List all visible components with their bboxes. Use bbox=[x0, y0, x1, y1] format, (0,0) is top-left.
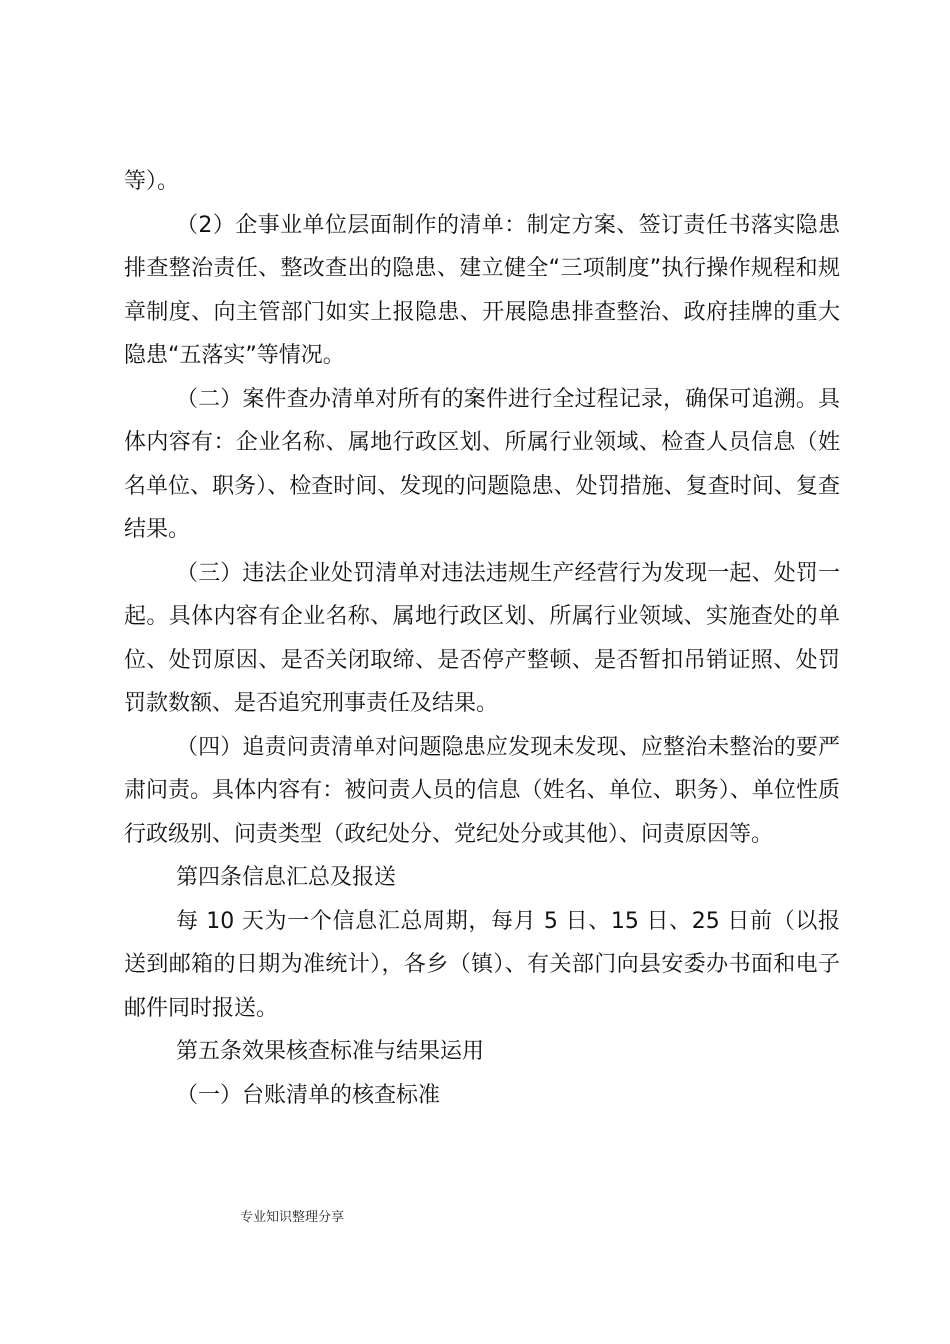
paragraph-case-handling-list: （二）案件查办清单对所有的案件进行全过程记录，确保可追溯。具体内容有：企业名称、属地行政区划、所属行业领域、检查人员信息（姓名单位、职务）、检查时间、发现的问题隐患、处罚措施、复查时间、复查结果。 bbox=[124, 386, 840, 542]
paragraph-accountability-list: （四）追责问责清单对问题隐患应发现未发现、应整治未整治的要严肃问责。具体内容有：被问责人员的信息（姓名、单位、职务）、单位性质行政级别、问责类型（政纪处分、党纪处分或其他）、问责原因等。 bbox=[124, 734, 840, 847]
heading-article-five: 第五条效果核查标准与结果运用 bbox=[176, 1039, 485, 1064]
subheading-verification-standard: （一）台账清单的核查标准 bbox=[176, 1082, 441, 1108]
paragraph-reporting-cycle: 每 10 天为一个信息汇总周期，每月 5 日、15 日、25 日前（以报送到邮箱的日期为准统计），各乡（镇）、有关部门向县安委办书面和电子邮件同时报送。 bbox=[124, 908, 840, 1021]
paragraph-enterprise-list: （2）企事业单位层面制作的清单：制定方案、签订责任书落实隐患排查整治责任、整改查出的隐患、建立健全“三项制度”执行操作规程和规章制度、向主管部门如实上报隐患、开展隐患排查整治、政府挂牌的重大隐患“五落实”等情况。 bbox=[124, 212, 840, 368]
heading-article-four: 第四条信息汇总及报送 bbox=[176, 865, 397, 890]
document-body bbox=[124, 160, 840, 1117]
paragraph-penalty-list: （三）违法企业处罚清单对违法违规生产经营行为发现一起、处罚一起。具体内容有企业名称、属地行政区划、所属行业领域、实施查处的单位、处罚原因、是否关闭取缔、是否停产整顿、是否暂扣吊销证照、处罚罚款数额、是否追究刑事责任及结果。 bbox=[124, 560, 840, 716]
page-footer: 专业知识整理分享 bbox=[240, 1210, 345, 1225]
paragraph-continuation: 等）。 bbox=[124, 169, 180, 194]
